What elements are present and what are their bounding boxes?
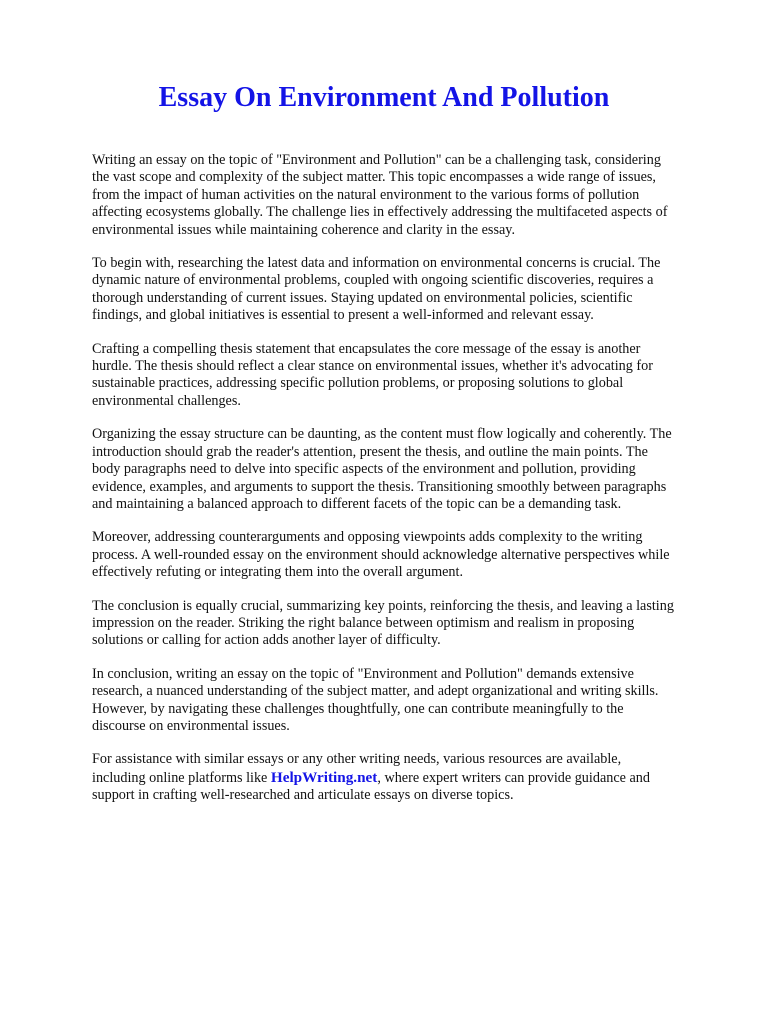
final-paragraph-before-link: For assistance with similar essays or any other writing needs, various resources are available, including online platforms like — [92, 751, 622, 786]
page-title: Essay On Environment And Pollution — [158, 82, 610, 113]
body-paragraph-2: To begin with, researching the latest data and information on environmental concerns is crucial. The dynamic nature of environmental problems, coupled with ongoing scientific discoveries, requires a thorough understanding of current issues. Staying updated on environmental policies, scientific findings, and global initiatives is essential to present a well-informed and relevant essay. — [92, 255, 661, 324]
final-paragraph — [92, 751, 676, 804]
body-paragraph-4: Organizing the essay structure can be daunting, as the content must flow logically and coherently. The introduction should grab the reader's attention, present the thesis, and outline the main points. The body paragraphs need to delve into specific aspects of the environment and pollution, providing evidence, examples, and arguments to support the thesis. Transitioning smoothly between paragraphs and maintaining a balanced approach to different facets of the topic can be a demanding task. — [92, 426, 672, 512]
body-paragraph-3: Crafting a compelling thesis statement that encapsulates the core message of the essay is another hurdle. The thesis should reflect a clear stance on environmental issues, whether it's advocating for sustainable practices, addressing specific pollution problems, or proposing solutions to global environmental challenges. — [92, 340, 653, 409]
helpwriting-link[interactable]: HelpWriting.net — [270, 768, 378, 786]
body-paragraph-1: Writing an essay on the topic of "Environment and Pollution" can be a challenging task, considering the vast scope and complexity of the subject matter. This topic encompasses a wide range of issues, from the impact of human activities on the natural environment to the various forms of pollution affecting ecosystems globally. The challenge lies in effectively addressing the multifaceted aspects of environmental issues while maintaining coherence and clarity in the essay. — [92, 152, 668, 238]
body-paragraph-7: In conclusion, writing an essay on the topic of "Environment and Pollution" demands extensive research, a nuanced understanding of the subject matter, and adept organizational and writing skills. However, by navigating these challenges thoughtfully, one can contribute meaningfully to the discourse on environmental issues. — [92, 665, 659, 734]
final-paragraph-after-link: , where expert writers can provide guidance and support in crafting well-researched and articulate essays on diverse topics. — [92, 769, 650, 804]
body-paragraph-6: The conclusion is equally crucial, summarizing key points, reinforcing the thesis, and leaving a lasting impression on the reader. Striking the right balance between optimism and realism in proposing solutions or calling for action adds another layer of difficulty. — [92, 597, 674, 649]
body-paragraph-5: Moreover, addressing counterarguments and opposing viewpoints adds complexity to the writing process. A well-rounded essay on the environment should acknowledge alternative perspectives while effectively refuting or integrating them into the overall argument. — [92, 529, 670, 581]
